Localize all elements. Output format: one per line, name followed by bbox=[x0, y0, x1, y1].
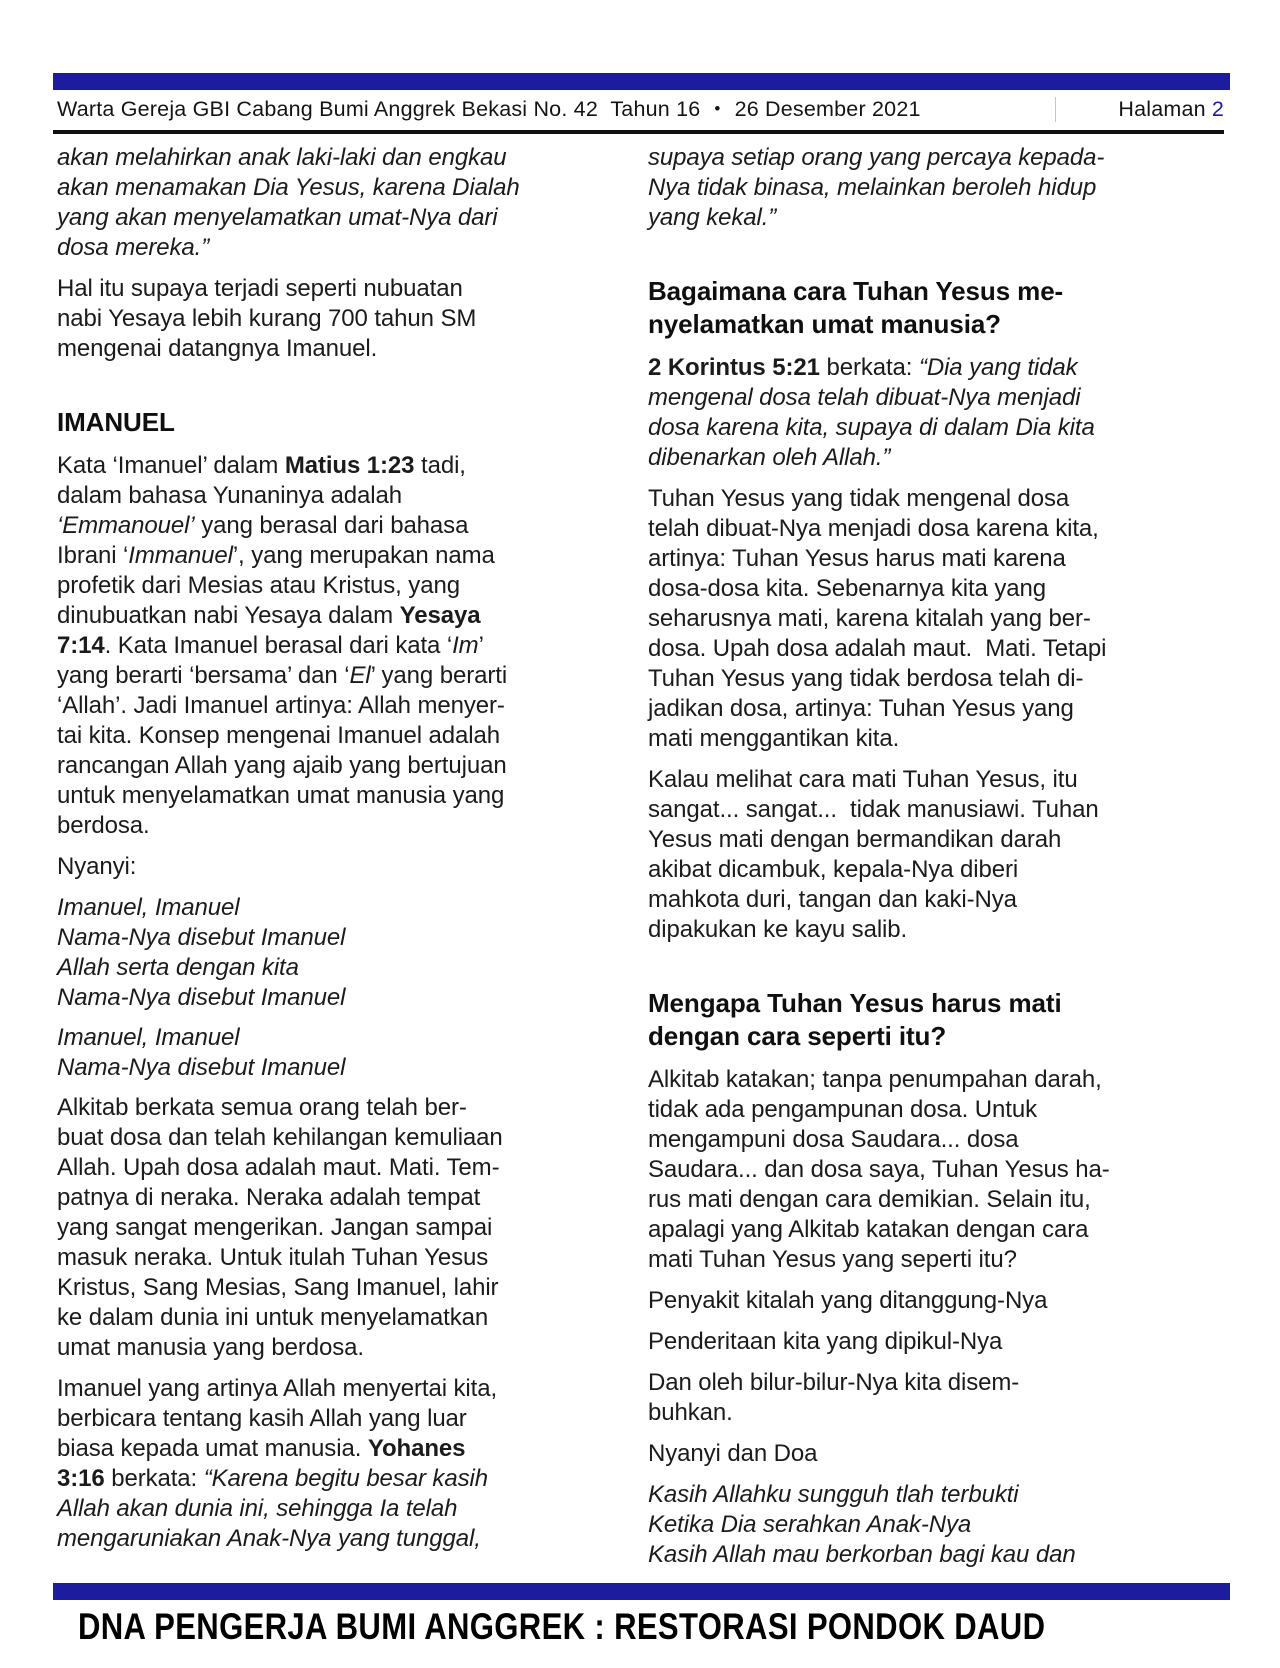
page-number-label: Halaman bbox=[1118, 97, 1206, 121]
paragraph: Penyakit kitalah yang ditanggung-Nya bbox=[648, 1287, 1048, 1314]
page-number-cell bbox=[1055, 97, 1224, 122]
paragraph: Kata ‘Imanuel’ dalam Matius 1:23 tadi, dalam bahasa Yunaninya adalah ‘Emmanouel’ yang berasal dari bahasa Ibrani ‘Immanuel’, yang merupakan nama profetik dari Mesias atau Kristus, yang dinubuatkan nabi Yesaya dalam Yesaya 7:14. Kata Imanuel berasal dari kata ‘Im’ yang berarti ‘bersama’ dan ‘El’ yang berarti ‘Allah’. Jadi Imanuel artinya: Allah menyer- tai kita. Konsep mengenai Imanuel adalah rancangan Allah yang ajaib yang bertujuan untuk menyelamatkan umat manusia yang berdosa. bbox=[57, 452, 508, 839]
header-row bbox=[57, 97, 1224, 122]
bullet-separator: • bbox=[714, 99, 721, 118]
left-column bbox=[57, 143, 600, 1580]
paragraph: Alkitab berkata semua orang telah ber- buat dosa dan telah kehilangan kemuliaan Allah. Upah dosa adalah maut. Mati. Tem- patnya di neraka. Neraka adalah tempat yang sangat mengerikan. Jangan sampai masuk neraka. Untuk itulah Tuhan Yesus Kristus, Sang Mesias, Sang Imanuel, lahir ke dalam dunia ini untuk menyelamatkan umat manusia yang berdosa. bbox=[57, 1094, 503, 1361]
right-column bbox=[648, 143, 1191, 1580]
newsletter-title bbox=[57, 97, 921, 122]
page-number-value: 2 bbox=[1211, 97, 1224, 121]
section-heading: IMANUEL bbox=[57, 407, 175, 437]
paragraph: supaya setiap orang yang percaya kepada- Nya tidak binasa, melainkan beroleh hidup yang kekal.” bbox=[648, 144, 1105, 231]
paragraph: Nyanyi: bbox=[57, 853, 137, 880]
article-body bbox=[57, 143, 1191, 1580]
paragraph: Dan oleh bilur-bilur-Nya kita disem- buhkan. bbox=[648, 1369, 1020, 1426]
paragraph: Penderitaan kita yang dipikul-Nya bbox=[648, 1328, 1003, 1355]
paragraph: 2 Korintus 5:21 berkata: “Dia yang tidak mengenal dosa telah dibuat-Nya menjadi dosa karena kita, supaya di dalam Dia kita dibenarkan oleh Allah.” bbox=[648, 354, 1095, 471]
newsletter-date: 26 Desember 2021 bbox=[734, 97, 921, 121]
paragraph: Hal itu supaya terjadi seperti nubuatan nabi Yesaya lebih kurang 700 tahun SM mengenai datangnya Imanuel. bbox=[57, 275, 477, 362]
section-heading: Bagaimana cara Tuhan Yesus me- nyelamatkan umat manusia? bbox=[648, 276, 1064, 339]
paragraph: akan melahirkan anak laki-laki dan engkau akan menamakan Dia Yesus, karena Dialah yang akan menyelamatkan umat-Nya dari dosa mereka.” bbox=[57, 144, 520, 261]
paragraph: Tuhan Yesus yang tidak mengenal dosa telah dibuat-Nya menjadi dosa karena kita, artinya: Tuhan Yesus harus mati karena dosa-dosa kita. Sebenarnya kita yang seharusnya mati, karena kitalah yang ber- dosa. Upah dosa adalah maut. Mati. Tetapi Tuhan Yesus yang tidak berdosa telah di- jadikan dosa, artinya: Tuhan Yesus yang mati menggantikan kita. bbox=[648, 485, 1107, 752]
paragraph: Imanuel yang artinya Allah menyertai kita, berbicara tentang kasih Allah yang luar biasa kepada umat manusia. Yohanes 3:16 berkata: “Karena begitu besar kasih Allah akan dunia ini, sehingga Ia telah mengaruniakan Anak-Nya yang tunggal, bbox=[57, 1375, 498, 1552]
header-rule bbox=[53, 130, 1224, 134]
footer-accent-bar bbox=[53, 1583, 1230, 1600]
song-verse: Kasih Allahku sungguh tlah terbukti Ketika Dia serahkan Anak-Nya Kasih Allah mau berkorban bagi kau dan bbox=[648, 1481, 1076, 1568]
paragraph: Alkitab katakan; tanpa penumpahan darah, tidak ada pengampunan dosa. Untuk mengampuni dosa Saudara... dosa Saudara... dan dosa saya, Tuhan Yesus ha- rus mati dengan cara demikian. Selain itu, apalagi yang Alkitab katakan dengan cara mati Tuhan Yesus yang seperti itu? bbox=[648, 1066, 1110, 1273]
paragraph: Kalau melihat cara mati Tuhan Yesus, itu sangat... sangat... tidak manusiawi. Tuhan Yesus mati dengan bermandikan darah akibat dicambuk, kepala-Nya diberi mahkota duri, tangan dan kaki-Nya dipakukan ke kayu salib. bbox=[648, 766, 1099, 943]
section-heading: Mengapa Tuhan Yesus harus mati dengan cara seperti itu? bbox=[648, 988, 1062, 1051]
song-verse: Imanuel, Imanuel Nama-Nya disebut Imanuel bbox=[57, 1024, 346, 1081]
header-accent-bar bbox=[53, 73, 1230, 90]
newsletter-title-text: Warta Gereja GBI Cabang Bumi Anggrek Bekasi No. 42 Tahun 16 bbox=[57, 97, 701, 121]
paragraph: Nyanyi dan Doa bbox=[648, 1440, 818, 1467]
song-verse: Imanuel, Imanuel Nama-Nya disebut Imanuel Allah serta dengan kita Nama-Nya disebut Imanuel bbox=[57, 894, 346, 1011]
footer-slogan: DNA PENGERJA BUMI ANGGREK : RESTORASI PONDOK DAUD bbox=[78, 1606, 1046, 1647]
